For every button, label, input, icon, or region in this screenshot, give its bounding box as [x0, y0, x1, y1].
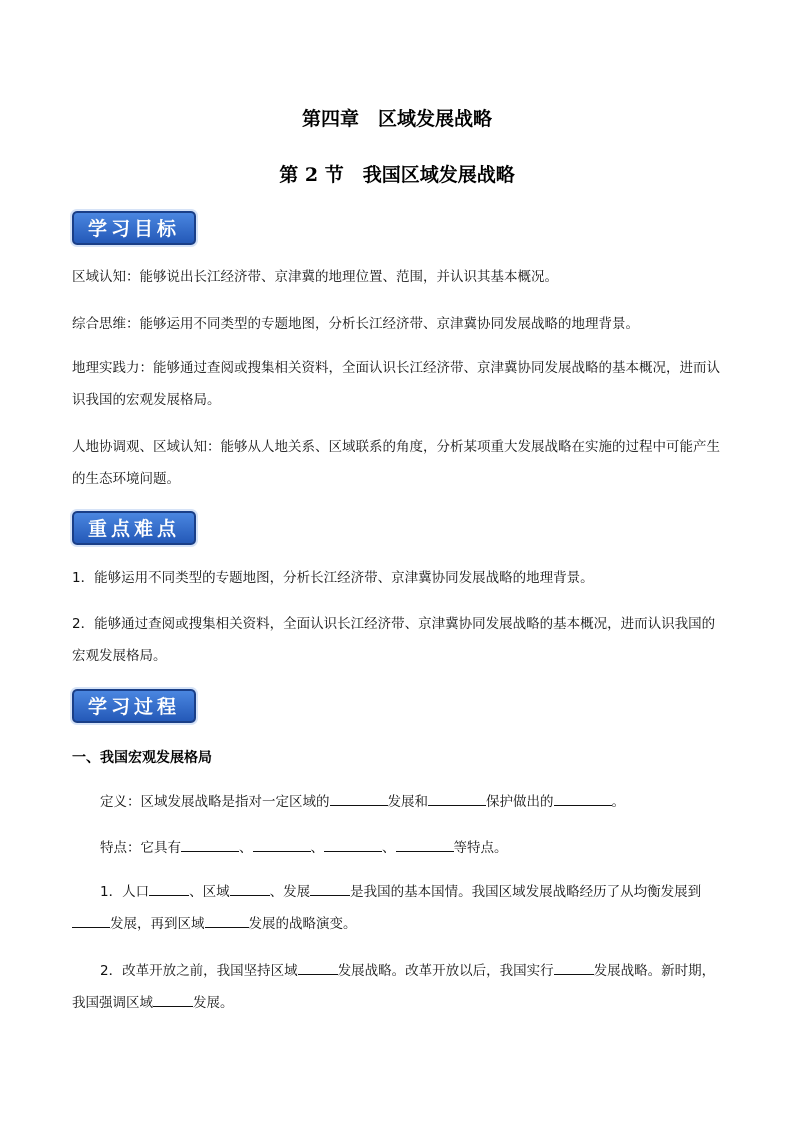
text-segment: 保护做出的 [486, 794, 554, 810]
text-segment: 、区域 [189, 884, 230, 900]
text-segment: 发展的战略演变。 [248, 916, 357, 932]
section-heading: 一、我国宏观发展格局 [72, 750, 212, 766]
objective-item: 综合思维：能够运用不同类型的专题地图，分析长江经济带、京津冀协同发展战略的地理背景。 [72, 316, 639, 332]
objective-item: 区域认知：能够说出长江经济带、京津冀的地理位置、范围，并认识其基本概况。 [72, 269, 558, 285]
item-2 [72, 955, 722, 1019]
text-segment: 特点：它具有 [100, 840, 181, 856]
features-line [72, 832, 722, 864]
fill-blank[interactable] [428, 791, 486, 806]
text-segment: 等特点。 [453, 840, 508, 856]
fill-blank[interactable] [396, 837, 454, 852]
text-segment: 、 [239, 840, 253, 856]
key-point-item: 1．能够运用不同类型的专题地图，分析长江经济带、京津冀协同发展战略的地理背景。 [72, 570, 594, 586]
text-segment: 发展，再到区域 [110, 916, 205, 932]
text-segment: 定义：区域发展战略是指对一定区域的 [100, 794, 330, 810]
fill-blank[interactable] [72, 913, 110, 928]
key-points-badge: 重点难点 [72, 511, 196, 545]
fill-blank[interactable] [253, 837, 311, 852]
fill-blank[interactable] [153, 992, 193, 1007]
fill-blank[interactable] [181, 837, 239, 852]
definition-line [72, 786, 722, 818]
text-segment: 发展战略。改革开放以后，我国实行 [337, 963, 554, 979]
chapter-title: 第四章 区域发展战略 [301, 108, 492, 130]
objective-item: 人地协调观、区域认知：能够从人地关系、区域联系的角度，分析某项重大发展战略在实施的过程中可能产生的生态环境问题。 [72, 439, 720, 487]
process-badge: 学习过程 [72, 689, 196, 723]
fill-blank[interactable] [310, 881, 350, 896]
item-1 [72, 876, 722, 940]
section-title: 第 2 节 我国区域发展战略 [279, 164, 515, 186]
fill-blank[interactable] [230, 881, 270, 896]
text-segment: 。 [611, 794, 625, 810]
key-point-item: 2．能够通过查阅或搜集相关资料，全面认识长江经济带、京津冀协同发展战略的基本概况，进而认识我国的宏观发展格局。 [72, 616, 716, 664]
text-segment: 发展。 [193, 995, 234, 1011]
text-segment: 是我国的基本国情。我国区域发展战略经历了从均衡发展到 [350, 884, 702, 900]
text-segment: 、 [310, 840, 324, 856]
fill-blank[interactable] [149, 881, 189, 896]
text-segment: 、 [382, 840, 396, 856]
text-segment: 发展战略。新时期，我国强调区域 [72, 963, 716, 1011]
text-segment: 发展和 [387, 794, 428, 810]
text-segment: 、发展 [269, 884, 311, 900]
fill-blank[interactable] [324, 837, 382, 852]
fill-blank[interactable] [330, 791, 388, 806]
fill-blank[interactable] [298, 960, 338, 975]
objectives-badge: 学习目标 [72, 211, 196, 245]
text-segment: 2．改革开放之前，我国坚持区域 [100, 963, 298, 979]
fill-blank[interactable] [205, 913, 249, 928]
objective-item: 地理实践力：能够通过查阅或搜集相关资料，全面认识长江经济带、京津冀协同发展战略的基本概况，进而认识我国的宏观发展格局。 [72, 360, 720, 408]
text-segment: 1．人口 [100, 884, 150, 900]
fill-blank[interactable] [554, 791, 612, 806]
fill-blank[interactable] [554, 960, 594, 975]
